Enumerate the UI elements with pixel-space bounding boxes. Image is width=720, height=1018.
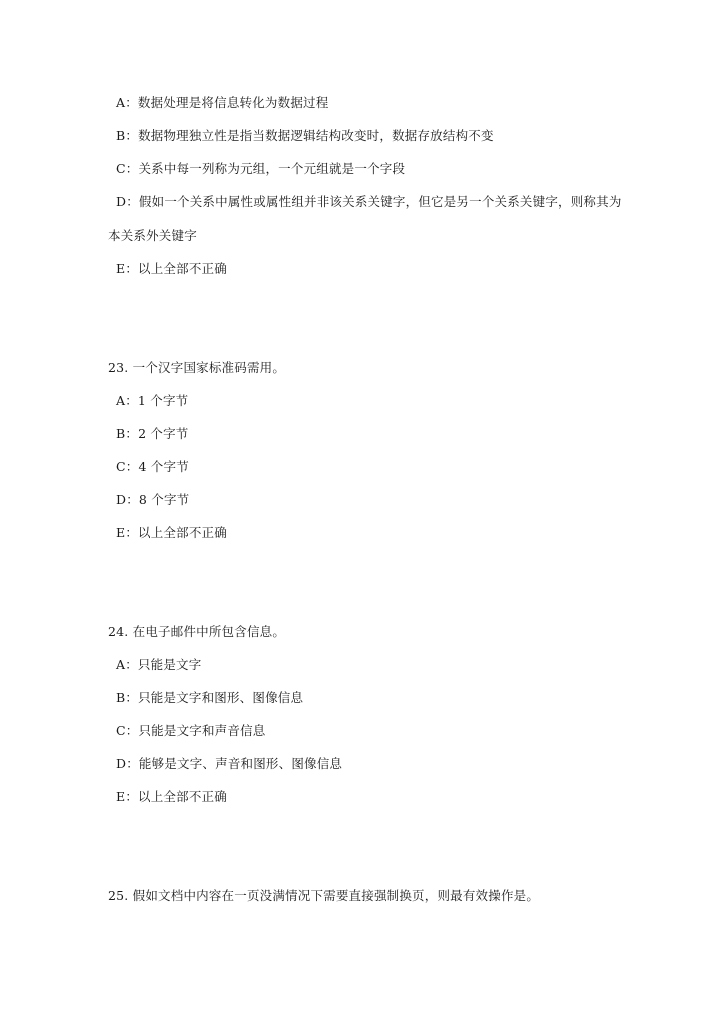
q22-option-a: A：数据处理是将信息转化为数据过程 <box>116 95 329 110</box>
q22-option-d-continuation: 本关系外关键字 <box>108 228 197 243</box>
q23-option-b: B：2 个字节 <box>116 426 189 441</box>
q23-option-c: C：4 个字节 <box>116 459 189 474</box>
q24-option-a: A：只能是文字 <box>116 657 202 672</box>
q23-option-d: D：8 个字节 <box>116 492 190 507</box>
q23-option-e: E：以上全部不正确 <box>116 525 227 540</box>
q22-option-c: C：关系中每一列称为元组，一个元组就是一个字段 <box>116 161 406 176</box>
q23-option-a: A：1 个字节 <box>116 393 189 408</box>
q24-question: 24. 在电子邮件中所包含信息。 <box>108 624 286 639</box>
q23-question: 23. 一个汉字国家标准码需用。 <box>108 360 286 375</box>
q24-option-b: B：只能是文字和图形、图像信息 <box>116 690 304 705</box>
q22-option-d: D：假如一个关系中属性或属性组并非该关系关键字，但它是另一个关系关键字，则称其为 <box>116 194 622 209</box>
q24-option-e: E：以上全部不正确 <box>116 789 227 804</box>
q22-option-b: B：数据物理独立性是指当数据逻辑结构改变时，数据存放结构不变 <box>116 128 494 143</box>
q24-option-c: C：只能是文字和声音信息 <box>116 723 266 738</box>
q24-option-d: D：能够是文字、声音和图形、图像信息 <box>116 756 343 771</box>
q22-option-e: E：以上全部不正确 <box>116 261 227 276</box>
q25-question: 25. 假如文档中内容在一页没满情况下需要直接强制换页，则最有效操作是。 <box>108 888 540 903</box>
